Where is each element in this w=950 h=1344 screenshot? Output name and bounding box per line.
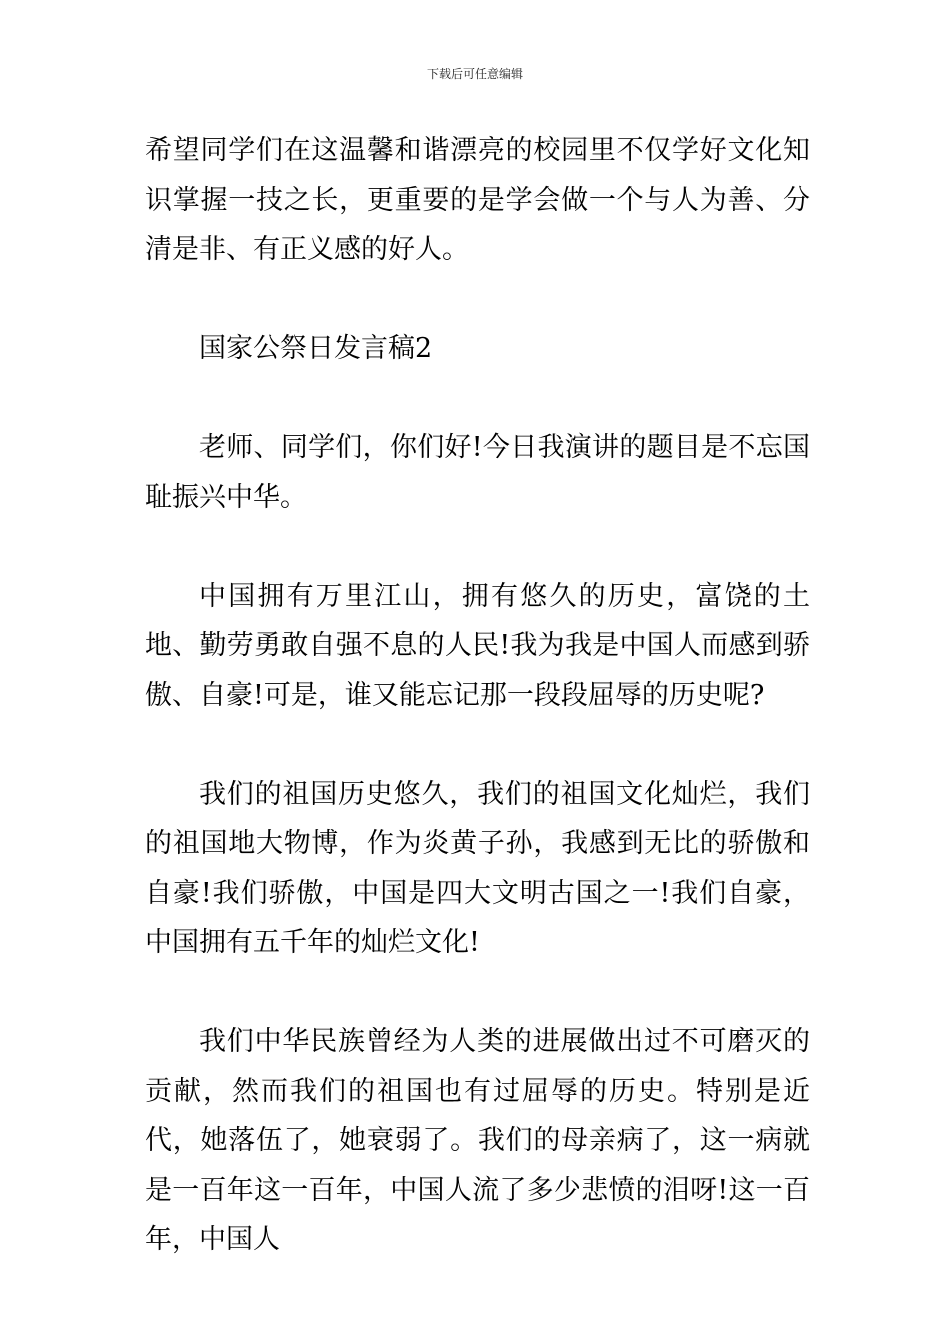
paragraph-humiliation: 我们中华民族曾经为人类的进展做出过不可磨灭的贡献，然而我们的祖国也有过屈辱的历史。特别是近代，她落伍了，她衰弱了。我们的母亲病了，这一病就是一百年这一百年，中国人流了多少悲愤的泪呀!这一百年，中国人 (145, 1026, 810, 1255)
document-body (145, 126, 810, 1265)
paragraph-continued: 希望同学们在这温馨和谐漂亮的校园里不仅学好文化知识掌握一技之长，更重要的是学会做一个与人为善、分清是非、有正义感的好人。 (145, 135, 810, 265)
paragraph-history-culture: 我们的祖国历史悠久，我们的祖国文化灿烂，我们的祖国地大物博，作为炎黄子孙，我感到无比的骄傲和自豪!我们骄傲，中国是四大文明古国之一!我们自豪，中国拥有五千年的灿烂文化! (145, 778, 810, 958)
paragraph-greeting: 老师、同学们，你们好!今日我演讲的题目是不忘国耻振兴中华。 (145, 432, 810, 513)
section-heading: 国家公祭日发言稿2 (199, 333, 433, 364)
header-note: 下载后可任意编辑 (426, 67, 523, 81)
paragraph-china-pride: 中国拥有万里江山，拥有悠久的历史，富饶的土地、勤劳勇敢自强不息的人民!我为我是中国人而感到骄傲、自豪!可是，谁又能忘记那一段段屈辱的历史呢? (145, 580, 810, 711)
